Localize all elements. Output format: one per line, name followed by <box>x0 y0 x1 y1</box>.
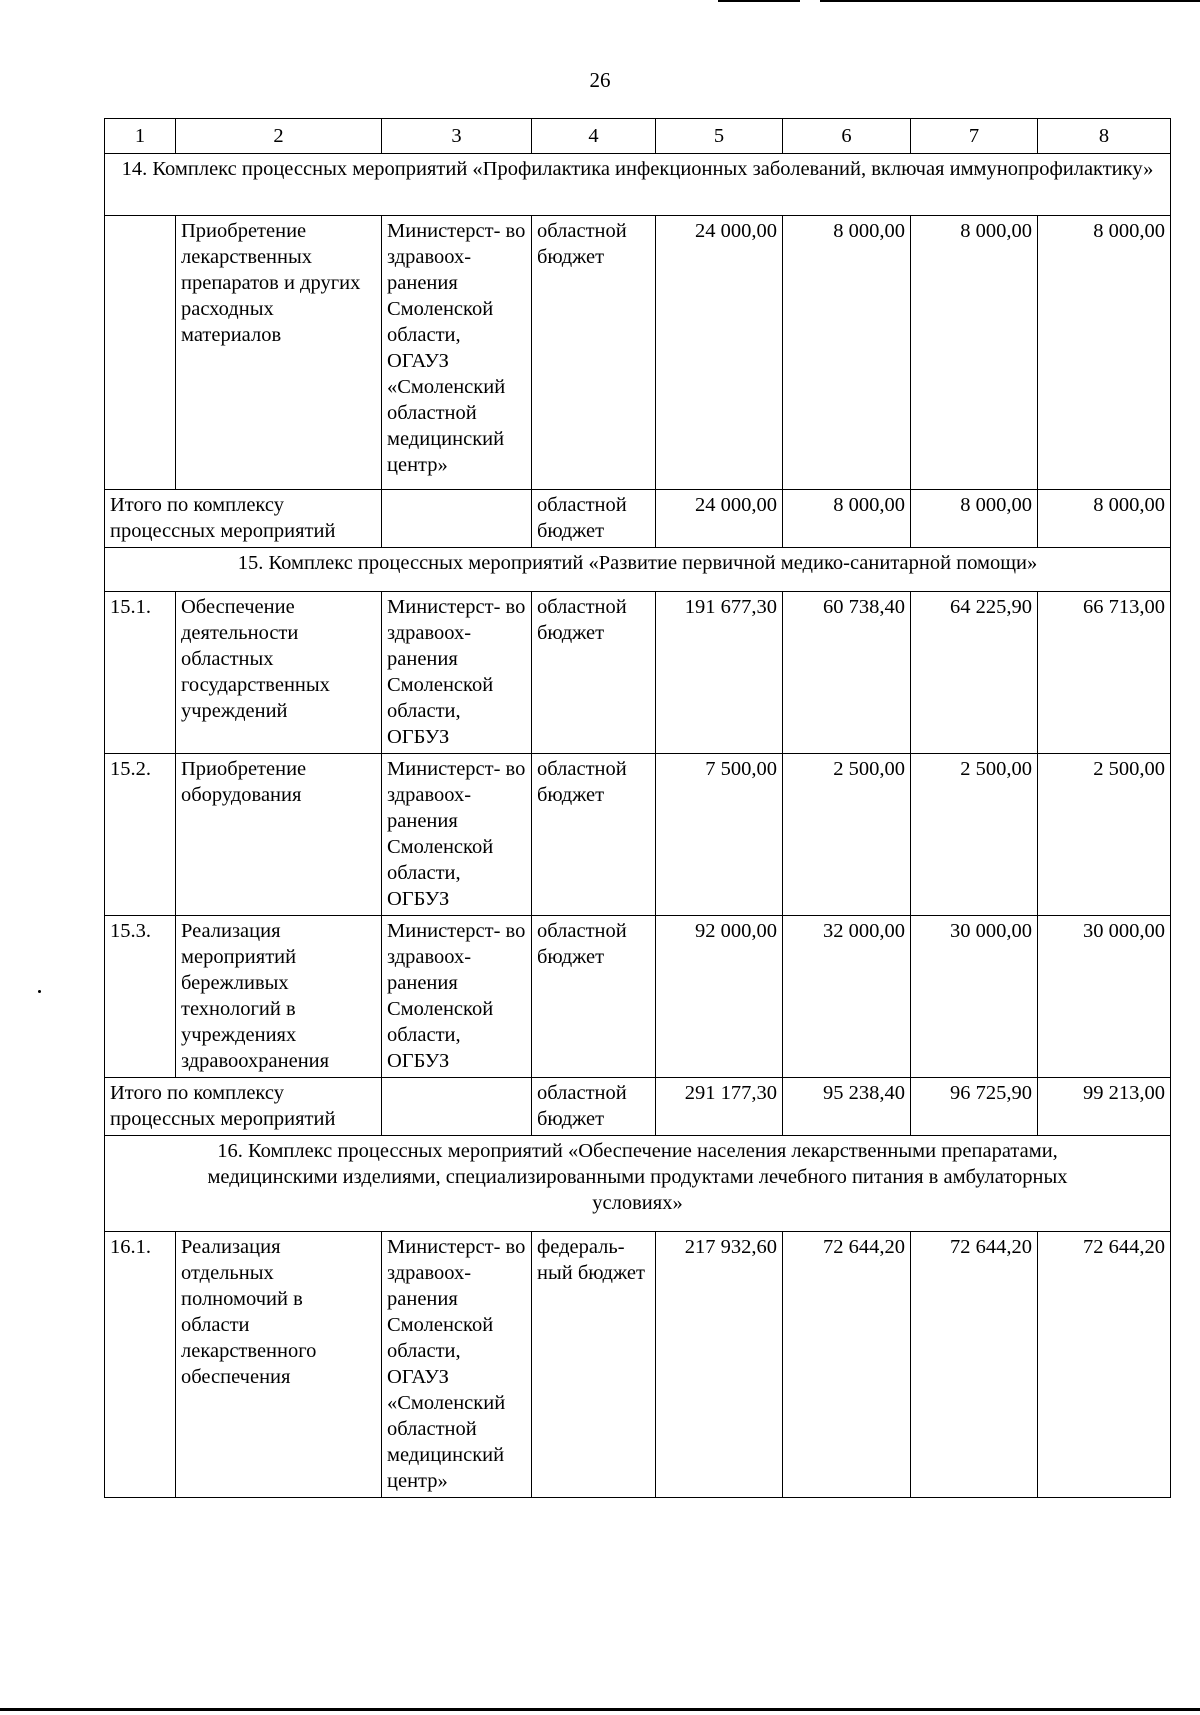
bottom-edge-line <box>0 1708 1200 1711</box>
executor: Министерст- во здравоох- ранения Смоленской области, ОГАУЗ «Смоленский областной медицинский центр» <box>382 1232 532 1498</box>
executor: Министерст- во здравоох- ранения Смоленской области, ОГБУЗ <box>382 916 532 1078</box>
activity-name: Приобретение лекарственных препаратов и других расходных материалов <box>176 216 382 490</box>
row-code <box>105 216 176 490</box>
funding-source: областной бюджет <box>532 216 656 490</box>
amount-year-3: 2 500,00 <box>1038 754 1171 916</box>
funding-source: областной бюджет <box>532 916 656 1078</box>
section-header-row <box>105 154 1171 216</box>
subtotal-row <box>105 1078 1171 1136</box>
table-row <box>105 592 1171 754</box>
column-number: 5 <box>656 119 783 154</box>
funding-source: областной бюджет <box>532 592 656 754</box>
funding-source: федераль- ный бюджет <box>532 1232 656 1498</box>
executor <box>382 1078 532 1136</box>
budget-table <box>104 118 1171 1498</box>
column-number-row <box>105 119 1171 154</box>
executor: Министерст- во здравоох- ранения Смоленской области, ОГАУЗ «Смоленский областной медицинский центр» <box>382 216 532 490</box>
amount-year-1: 2 500,00 <box>783 754 911 916</box>
section-header-row <box>105 1136 1171 1232</box>
amount-year-3: 30 000,00 <box>1038 916 1171 1078</box>
row-code: 16.1. <box>105 1232 176 1498</box>
amount-total: 24 000,00 <box>656 490 783 548</box>
top-edge-line <box>820 0 1200 2</box>
funding-source: областной бюджет <box>532 754 656 916</box>
amount-year-2: 72 644,20 <box>911 1232 1038 1498</box>
activity-name: Приобретение оборудования <box>176 754 382 916</box>
amount-total: 92 000,00 <box>656 916 783 1078</box>
subtotal-label: Итого по комплексу процессных мероприятий <box>105 1078 382 1136</box>
amount-year-2: 8 000,00 <box>911 216 1038 490</box>
section-title: 16. Комплекс процессных мероприятий «Обеспечение населения лекарственными препаратами, медицинскими изделиями, специализированными продуктами лечебного питания в амбулаторных условиях» <box>105 1136 1171 1232</box>
activity-name: Реализация мероприятий бережливых технологий в учреждениях здравоохранения <box>176 916 382 1078</box>
amount-year-1: 72 644,20 <box>783 1232 911 1498</box>
subtotal-label: Итого по комплексу процессных мероприятий <box>105 490 382 548</box>
amount-year-1: 32 000,00 <box>783 916 911 1078</box>
amount-total: 217 932,60 <box>656 1232 783 1498</box>
amount-year-3: 72 644,20 <box>1038 1232 1171 1498</box>
amount-year-2: 8 000,00 <box>911 490 1038 548</box>
amount-year-1: 8 000,00 <box>783 490 911 548</box>
amount-year-3: 66 713,00 <box>1038 592 1171 754</box>
amount-year-3: 8 000,00 <box>1038 490 1171 548</box>
amount-total: 24 000,00 <box>656 216 783 490</box>
row-code: 15.1. <box>105 592 176 754</box>
column-number: 7 <box>911 119 1038 154</box>
table-row <box>105 754 1171 916</box>
executor: Министерст- во здравоох- ранения Смоленской области, ОГБУЗ <box>382 754 532 916</box>
amount-year-2: 64 225,90 <box>911 592 1038 754</box>
activity-name: Реализация отдельных полномочий в области лекарственного обеспечения <box>176 1232 382 1498</box>
amount-year-2: 2 500,00 <box>911 754 1038 916</box>
subtotal-row <box>105 490 1171 548</box>
funding-source: областной бюджет <box>532 1078 656 1136</box>
scan-speck <box>38 990 41 993</box>
amount-year-1: 8 000,00 <box>783 216 911 490</box>
amount-year-2: 96 725,90 <box>911 1078 1038 1136</box>
executor <box>382 490 532 548</box>
page-number: 26 <box>589 68 611 92</box>
column-number: 4 <box>532 119 656 154</box>
amount-year-3: 99 213,00 <box>1038 1078 1171 1136</box>
row-code: 15.2. <box>105 754 176 916</box>
amount-total: 291 177,30 <box>656 1078 783 1136</box>
amount-year-1: 60 738,40 <box>783 592 911 754</box>
section-title: 14. Комплекс процессных мероприятий «Профилактика инфекционных заболеваний, включая иммунопрофилактику» <box>105 154 1171 216</box>
section-title: 15. Комплекс процессных мероприятий «Развитие первичной медико-санитарной помощи» <box>105 548 1171 592</box>
table-row <box>105 916 1171 1078</box>
amount-year-3: 8 000,00 <box>1038 216 1171 490</box>
column-number: 2 <box>176 119 382 154</box>
column-number: 8 <box>1038 119 1171 154</box>
row-code: 15.3. <box>105 916 176 1078</box>
amount-total: 7 500,00 <box>656 754 783 916</box>
column-number: 3 <box>382 119 532 154</box>
table-row <box>105 216 1171 490</box>
amount-total: 191 677,30 <box>656 592 783 754</box>
executor: Министерст- во здравоох- ранения Смоленской области, ОГБУЗ <box>382 592 532 754</box>
column-number: 1 <box>105 119 176 154</box>
amount-year-2: 30 000,00 <box>911 916 1038 1078</box>
section-header-row <box>105 548 1171 592</box>
column-number: 6 <box>783 119 911 154</box>
activity-name: Обеспечение деятельности областных государственных учреждений <box>176 592 382 754</box>
amount-year-1: 95 238,40 <box>783 1078 911 1136</box>
table-row <box>105 1232 1171 1498</box>
top-edge-line <box>718 0 800 2</box>
funding-source: областной бюджет <box>532 490 656 548</box>
